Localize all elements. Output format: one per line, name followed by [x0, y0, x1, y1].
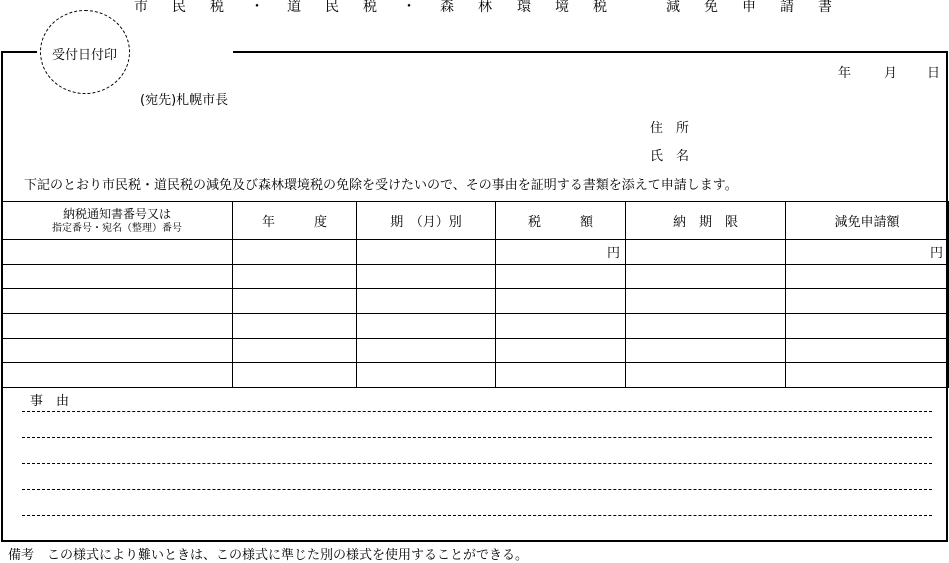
- reason-line[interactable]: [22, 411, 932, 412]
- due-date-cell[interactable]: [626, 264, 786, 289]
- period-cell[interactable]: [357, 289, 496, 314]
- title-char: 税: [593, 0, 607, 15]
- due-date-cell[interactable]: [626, 363, 786, 388]
- title-char: 道: [287, 0, 301, 15]
- year-cell[interactable]: [233, 289, 357, 314]
- stamp-label: 受付日付印: [52, 48, 118, 63]
- tax-amount-cell[interactable]: [496, 264, 626, 289]
- form-note: 備考 この様式により難いときは、この様式に準じた別の様式を使用することができる。: [8, 548, 529, 563]
- title-char: 境: [555, 0, 569, 15]
- due-date-cell[interactable]: [626, 338, 786, 363]
- reduction-amount-cell[interactable]: [786, 289, 949, 314]
- title-char: ・: [402, 0, 416, 15]
- year-cell[interactable]: [233, 264, 357, 289]
- table-row: [2, 338, 949, 363]
- period-cell[interactable]: [357, 240, 496, 265]
- tax-detail-table: [1, 201, 949, 388]
- reason-line[interactable]: [22, 437, 932, 438]
- header-tax-amount: 税 額: [496, 202, 626, 240]
- reduction-amount-cell[interactable]: [786, 363, 949, 388]
- frame-top-left: [1, 51, 37, 53]
- table-row: [2, 363, 949, 388]
- title-char: 書: [818, 0, 832, 15]
- title-char: 税: [363, 0, 377, 15]
- title-char: 民: [172, 0, 186, 15]
- header-notice-number-line2: 指定番号・宛名（整理）番号: [52, 222, 182, 234]
- address-label: 住 所: [650, 121, 690, 136]
- header-due-date: 納 期 限: [626, 202, 786, 240]
- title-char: 請: [780, 0, 794, 15]
- year-cell[interactable]: [233, 314, 357, 339]
- due-date-cell[interactable]: [626, 240, 786, 265]
- application-statement: 下記のとおり市民税・道民税の減免及び森林環境税の免除を受けたいので、その事由を証明する書類を添えて申請します。: [24, 178, 738, 193]
- notice-number-cell[interactable]: [2, 338, 233, 363]
- date-month: 月: [884, 66, 898, 81]
- table-row: [2, 264, 949, 289]
- title-char: 税: [210, 0, 224, 15]
- title-char: 環: [517, 0, 531, 15]
- notice-number-cell[interactable]: [2, 264, 233, 289]
- title-char: 民: [325, 0, 339, 15]
- header-notice-number-line1: 納税通知書番号又は: [62, 206, 171, 221]
- reduction-amount-cell[interactable]: [786, 338, 949, 363]
- tax-amount-cell[interactable]: [496, 363, 626, 388]
- period-cell[interactable]: [357, 363, 496, 388]
- notice-number-cell[interactable]: [2, 314, 233, 339]
- due-date-cell[interactable]: [626, 314, 786, 339]
- reason-line[interactable]: [22, 489, 932, 490]
- reason-line[interactable]: [22, 515, 932, 516]
- due-date-cell[interactable]: [626, 289, 786, 314]
- reason-label: 事 由: [30, 394, 70, 409]
- header-period: 期 （月）別: [357, 202, 496, 240]
- reduction-amount-cell[interactable]: [786, 264, 949, 289]
- period-cell[interactable]: [357, 314, 496, 339]
- frame-top-right: [233, 51, 948, 53]
- date-day: 日: [927, 66, 941, 81]
- title-char: 森: [440, 0, 454, 15]
- table-row: [2, 240, 949, 265]
- title-char: 申: [742, 0, 756, 15]
- period-cell[interactable]: [357, 264, 496, 289]
- year-cell[interactable]: [233, 240, 357, 265]
- notice-number-cell[interactable]: [2, 363, 233, 388]
- title-char: 減: [666, 0, 680, 15]
- date-year: 年: [838, 66, 852, 81]
- title-char: 林: [478, 0, 492, 15]
- header-notice-number: [2, 202, 233, 240]
- reception-stamp: [40, 10, 130, 94]
- table-row: [2, 289, 949, 314]
- title-char: 市: [134, 0, 148, 15]
- year-cell[interactable]: [233, 338, 357, 363]
- notice-number-cell[interactable]: [2, 289, 233, 314]
- reduction-amount-cell[interactable]: [786, 314, 949, 339]
- tax-amount-cell[interactable]: [496, 338, 626, 363]
- year-cell[interactable]: [233, 363, 357, 388]
- title-char: ・: [250, 0, 264, 15]
- name-label: 氏 名: [650, 149, 690, 164]
- title-char: 免: [704, 0, 718, 15]
- tax-amount-cell[interactable]: [496, 289, 626, 314]
- period-cell[interactable]: [357, 338, 496, 363]
- reason-line[interactable]: [22, 463, 932, 464]
- tax-amount-cell[interactable]: [496, 314, 626, 339]
- reduction-amount-cell[interactable]: 円: [786, 240, 949, 265]
- tax-amount-cell[interactable]: 円: [496, 240, 626, 265]
- table-row: [2, 314, 949, 339]
- addressee: (宛先)札幌市長: [140, 93, 229, 108]
- frame-bottom: [1, 540, 948, 542]
- table-header-row: [2, 202, 949, 240]
- notice-number-cell[interactable]: [2, 240, 233, 265]
- header-reduction-amount: 減免申請額: [786, 202, 949, 240]
- header-year: 年 度: [233, 202, 357, 240]
